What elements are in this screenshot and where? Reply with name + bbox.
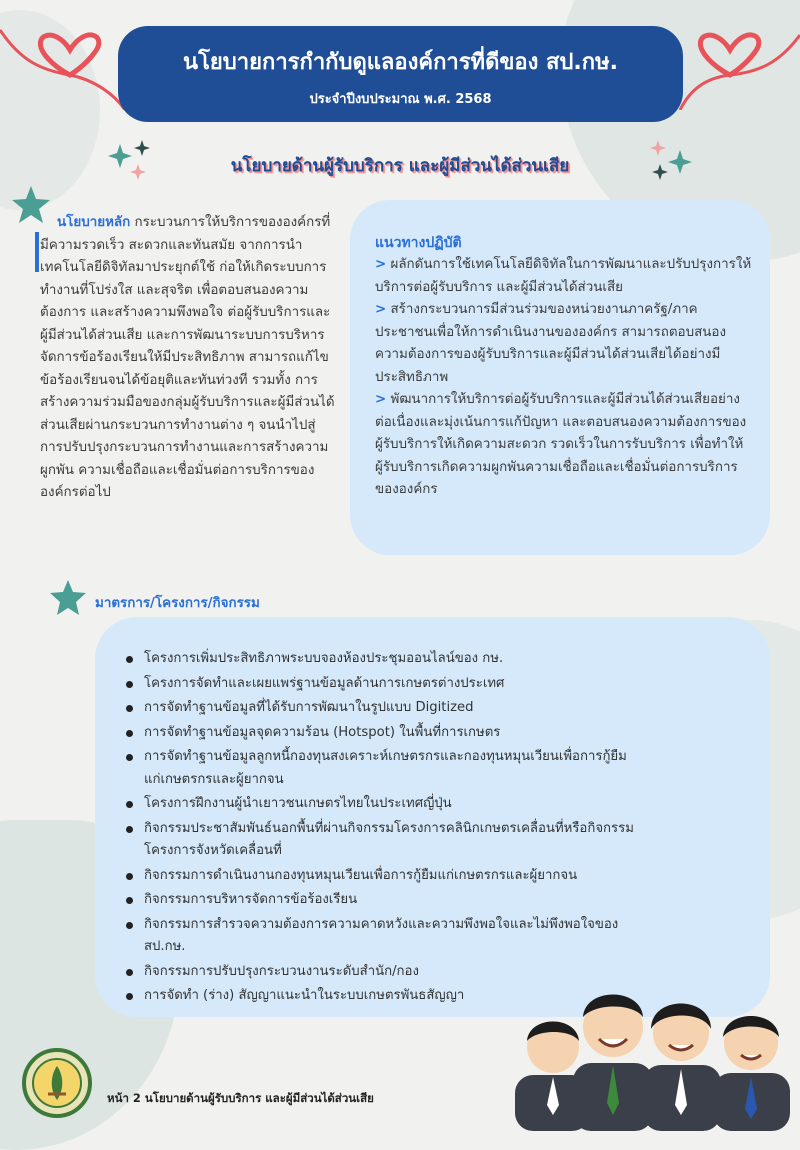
guideline-item: > สร้างกระบวนการมีส่วนร่วมของหน่วยงานภาครัฐ/ภาคประชาชนเพื่อให้การดำเนินงานขององค์กร สามารถตอบสนองความต้องการของผู้รับบริการและผู้มีส่วนได้ส่วนเสียได้อย่างมีประสิทธิภาพ: [375, 302, 726, 385]
list-item: กิจกรรมการปรับปรุงกระบวนงานระดับสำนัก/กอง: [120, 961, 640, 984]
list-item: การจัดทำฐานข้อมูลที่ได้รับการพัฒนาในรูปแบบ Digitized: [120, 697, 640, 720]
arrow-icon: >: [375, 257, 387, 272]
person-figure: [643, 1004, 721, 1132]
list-item: โครงการจัดทำและเผยแพร่ฐานข้อมูลด้านการเกษตรต่างประเทศ: [120, 673, 640, 696]
ministry-logo: [22, 1048, 92, 1118]
list-item: การจัดทำฐานข้อมูลจุดความร้อน (Hotspot) ในพื้นที่การเกษตร: [120, 722, 640, 745]
guidelines-title: แนวทางปฏิบัติ: [375, 235, 462, 251]
people-illustration: [515, 955, 790, 1131]
measures-title: มาตรการ/โครงการ/กิจกรรม: [95, 596, 260, 611]
star-icon: [48, 578, 88, 618]
main-policy-label: นโยบายหลัก: [57, 215, 131, 230]
accent-bar: [35, 232, 39, 272]
list-item: กิจกรรมการดำเนินงานกองทุนหมุนเวียนเพื่อการกู้ยืมแก่เกษตรกรและผู้ยากจน: [120, 865, 640, 888]
sparkle-icon: [108, 140, 153, 182]
list-item: การจัดทำ (ร่าง) สัญญาแนะนำในระบบเกษตรพันธสัญญา: [120, 985, 640, 1008]
main-policy: [40, 212, 338, 505]
list-item: การจัดทำฐานข้อมูลลูกหนี้กองทุนสงเคราะห์เกษตรกรและกองทุนหมุนเวียนเพื่อการกู้ยืมแก่เกษตรกรและผู้ยากจน: [120, 746, 640, 791]
list-item: โครงการเพิ่มประสิทธิภาพระบบจองห้องประชุมออนไลน์ของ กษ.: [120, 648, 640, 671]
guideline-item: > พัฒนาการให้บริการต่อผู้รับบริการและผู้มีส่วนได้ส่วนเสียอย่างต่อเนื่องและมุ่งเน้นการแก้ปัญหา และตอบสนองความต้องการของผู้รับบริการให้เกิดความสะดวก รวดเร็วในการรับบริการ เพื่อทำให้ผู้รับบริการเกิดความผูกพันความเชื่อถือและเชื่อมั่นต่อการบริการขององค์กร: [375, 392, 747, 497]
section-title: นโยบายด้านผู้รับบริการ และผู้มีส่วนได้ส่วนเสีย: [230, 156, 570, 176]
guidelines-list: [375, 254, 755, 502]
page-subtitle: ประจำปีงบประมาณ พ.ศ. 2568: [309, 92, 492, 107]
list-item: กิจกรรมการบริหารจัดการข้อร้องเรียน: [120, 889, 640, 912]
person-figure: [573, 995, 653, 1132]
page-title: นโยบายการกำกับดูแลองค์การที่ดีของ สป.กษ.: [183, 50, 618, 75]
person-figure: [713, 1016, 790, 1131]
sparkle-icon: [648, 140, 693, 182]
guideline-item: > ผลักดันการใช้เทคโนโลยีดิจิทัลในการพัฒนาและปรับปรุงการให้บริการต่อผู้รับบริการ และผู้มีส่วนได้ส่วนเสีย: [375, 257, 752, 295]
list-item: กิจกรรมประชาสัมพันธ์นอกพื้นที่ผ่านกิจกรรมโครงการคลินิกเกษตรเคลื่อนที่หรือกิจกรรมโครงการจังหวัดเคลื่อนที่: [120, 818, 640, 863]
arrow-icon: >: [375, 392, 387, 407]
main-policy-text: กระบวนการให้บริการขององค์กรที่มีความรวดเร็ว สะดวกและทันสมัย จากการนำเทคโนโลยีดิจิทัลมาประยุกต์ใช้ ก่อให้เกิดระบบการทำงานที่โปร่งใส และสุจริต เพื่อตอบสนองความต้องการ และสร้างความพึงพอใจ ต่อผู้รับบริการและผู้มีส่วนได้ส่วนเสีย และการพัฒนาระบบการบริหารจัดการข้อร้องเรียนให้มีประสิทธิภาพ สามารถแก้ไขข้อร้องเรียนจนได้ข้อยุติและทันท่วงที รวมทั้ง การสร้างความร่วมมือของกลุ่มผู้รับบริการและผู้มีส่วนได้ส่วนเสียผ่านกระบวนการทำงานต่าง ๆ จนนำไปสู่การปรับปรุงกระบวนการทำงานและการสร้างความผูกพัน ความเชื่อถือและเชื่อมั่นต่อการบริการขององค์กรต่อไป: [40, 215, 335, 500]
header-banner: [118, 26, 683, 122]
list-item: กิจกรรมการสำรวจความต้องการความคาดหวังและความพึงพอใจและไม่พึงพอใจของ สป.กษ.: [120, 914, 640, 959]
page-footer: หน้า 2 นโยบายด้านผู้รับบริการ และผู้มีส่วนได้ส่วนเสีย: [107, 1091, 374, 1105]
arrow-icon: >: [375, 302, 387, 317]
list-item: โครงการฝึกงานผู้นำเยาวชนเกษตรไทยในประเทศญี่ปุ่น: [120, 793, 640, 816]
